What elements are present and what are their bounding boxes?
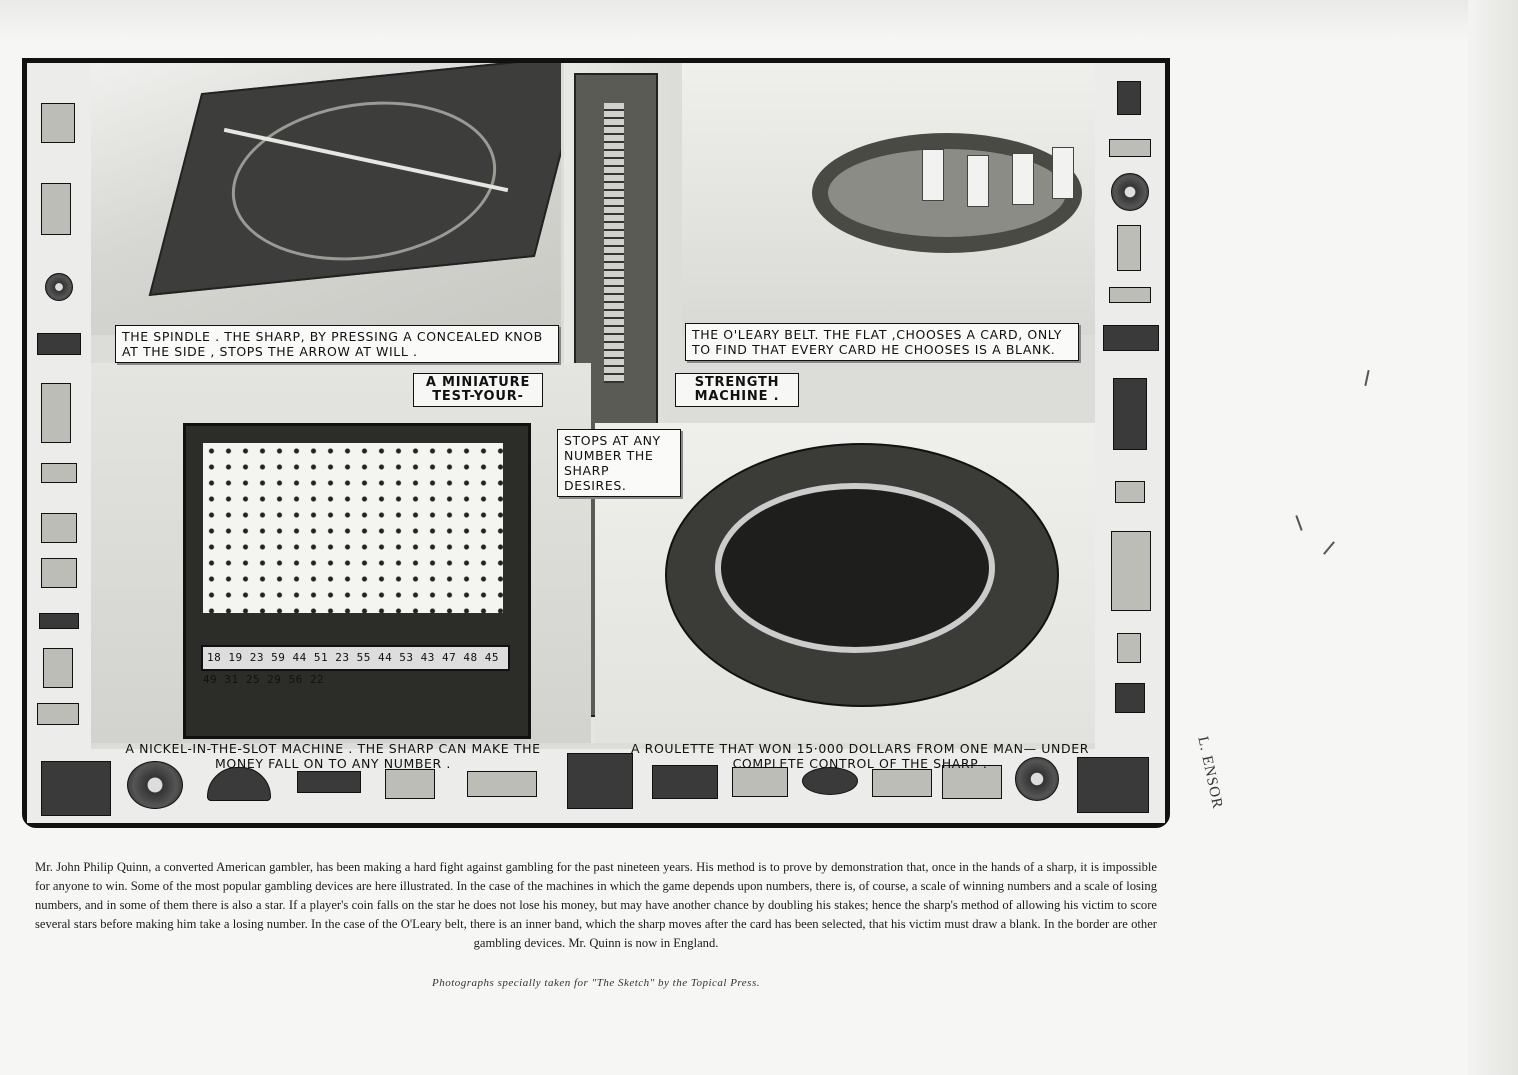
tester-banner-right: STRENGTH MACHINE . (675, 373, 799, 407)
belt-ring (812, 133, 1082, 253)
roulette-icon (1111, 173, 1149, 211)
slot-number-text: 18 19 23 59 44 51 23 55 44 53 43 47 48 45 49 31 25 29 56 22 (203, 651, 500, 686)
belt-card (1012, 153, 1034, 205)
page-right-edge (1468, 0, 1518, 1075)
stand-icon (41, 383, 71, 443)
tester-banner-left: A MINIATURE TEST-YOUR- (413, 373, 543, 407)
dome-table-icon (207, 767, 271, 801)
right-border-strip (1095, 63, 1165, 823)
spindle-photo (91, 63, 561, 335)
belt-card (1052, 147, 1074, 199)
card-deck-icon (1117, 81, 1141, 115)
oleary-belt-photo (682, 63, 1095, 335)
dice-boxes-icon (732, 767, 788, 797)
slot-machine-photo (91, 363, 591, 743)
banknote-icon (1109, 139, 1151, 157)
slot-machine-caption: A NICKEL-IN-THE-SLOT MACHINE . THE SHARP CAN MAKE THE MONEY FALL ON TO ANY NUMBER . (125, 741, 541, 771)
belt-card (922, 149, 944, 201)
slot-machine-icon (1113, 378, 1147, 450)
grid-board-icon (1111, 531, 1151, 611)
cup-icon (43, 648, 73, 688)
cash-box-icon (1115, 683, 1145, 713)
cards-icon (41, 558, 77, 588)
pencil-mark (1295, 515, 1302, 531)
wheel-of-fortune-stand-icon (567, 753, 633, 809)
roulette-bowl (715, 483, 995, 653)
spindle-caption: THE SPINDLE . THE SHARP, BY PRESSING A CONCEALED KNOB AT THE SIDE , STOPS THE ARROW AT WILL . (115, 325, 559, 363)
layout-table-icon (872, 769, 932, 797)
game-box-icon (41, 761, 111, 816)
roulette-caption: A ROULETTE THAT WON 15·000 DOLLARS FROM ONE MAN— UNDER COMPLETE CONTROL OF THE SHARP . (630, 741, 1090, 771)
photo-credit: Photographs specially taken for "The Sketch" by the Topical Press. (432, 977, 760, 989)
dice-icon (385, 769, 435, 799)
article-body: Mr. John Philip Quinn, a converted American gambler, has been making a hard fight against gambling for the past nineteen years. His method is to prove by demonstration that, once in the hands of a sharp, it is impossible for anyone to win. Some of the most popular gambling devices are here illustrated. In the case of the machines in which the game depends upon numbers, there is, of course, a scale of winning numbers and a scale of losing numbers, and in some of them there is also a star. If a player's coin falls on the star he does not lose his money, but may have another chance by doubling his stakes; hence the sharp's method of allowing his victim to score several stars before making him take a losing number. In the case of the O'Leary belt, there is an inner band, which the sharp moves after the card has been selected, that his victim must draw a blank. In the border are other gambling devices. Mr. Quinn is now in England. (35, 860, 1157, 950)
bench-icon (467, 771, 537, 797)
round-table-icon (802, 767, 858, 795)
dice-stack-icon (1117, 225, 1141, 271)
photo-plate (22, 58, 1170, 828)
left-border-strip (27, 63, 91, 823)
page-top-shadow (0, 0, 1518, 40)
pencil-mark (1364, 370, 1369, 386)
seated-figure-icon (41, 183, 71, 235)
oleary-belt-caption: THE O'LEARY BELT. THE FLAT ,CHOOSES A CARD, ONLY TO FIND THAT EVERY CARD HE CHOOSES IS A BLANK. (685, 323, 1079, 361)
slot-pin-face (203, 443, 503, 613)
dice-cup-icon (1117, 633, 1141, 663)
dice-box-icon (37, 333, 81, 355)
roulette-layout-icon (1103, 325, 1159, 351)
box-icon (41, 513, 77, 543)
tray-icon (41, 463, 77, 483)
handwritten-margin-note: L. ENSOR (1194, 735, 1226, 811)
dish-icon (37, 703, 79, 725)
hand-icon (41, 103, 75, 143)
tester-scale (604, 103, 624, 383)
dial-icon (45, 273, 73, 301)
number-strip-icon (39, 613, 79, 629)
cigar-box-icon (1109, 287, 1151, 303)
small-box-icon (1115, 481, 1145, 503)
belt-card (967, 155, 989, 207)
slot-number-row (201, 645, 510, 686)
number-board-icon (297, 771, 361, 793)
tester-stop-caption: STOPS AT ANY NUMBER THE SHARP DESIRES. (557, 429, 681, 497)
pencil-mark (1323, 541, 1335, 555)
